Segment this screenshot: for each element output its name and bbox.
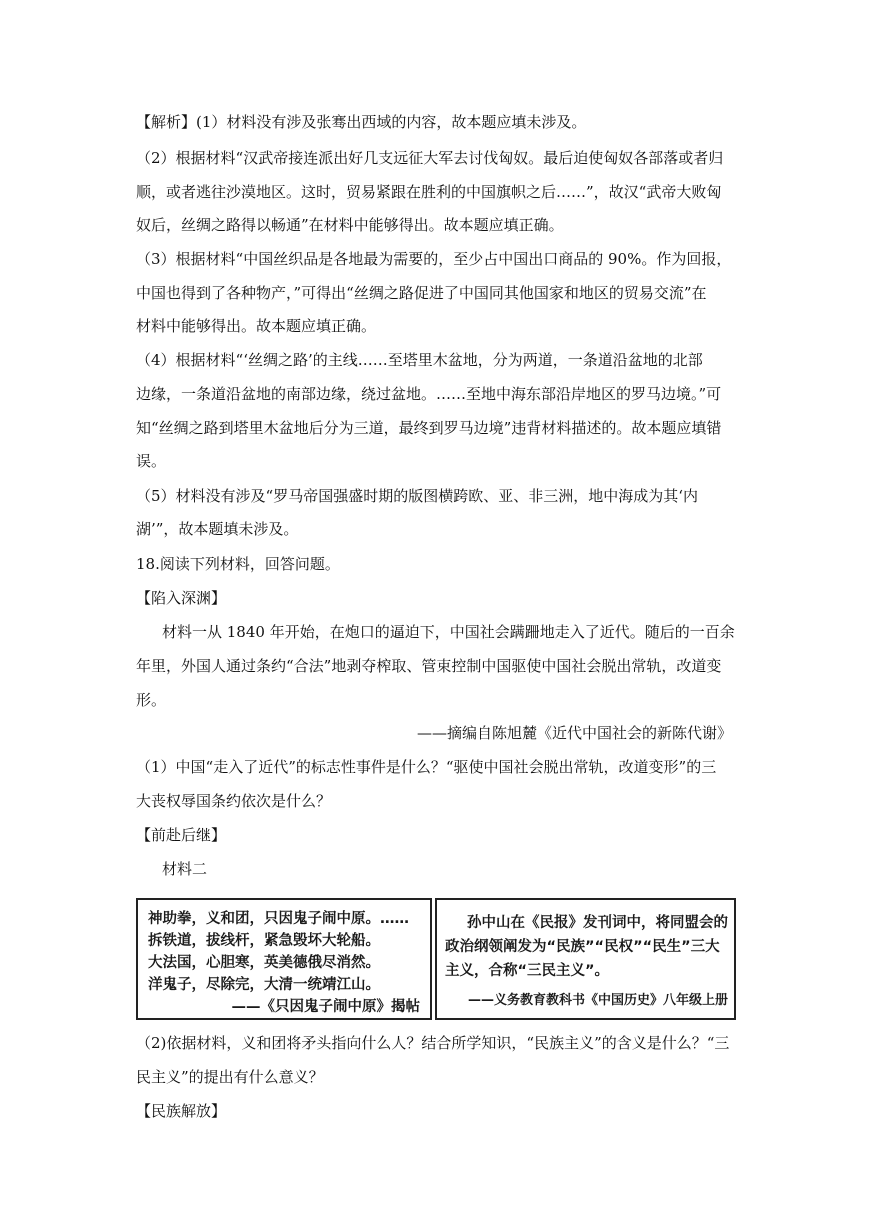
- analysis-item-3-line-1: （3）根据材料“中国丝织品是各地最为需要的，至少占中国出口商品的 90%。作为回报，: [136, 250, 732, 268]
- subquestion-1-line-1: （1）中国“走入了近代”的标志性事件是什么？“驱使中国社会脱出常轨，改道变形”的三: [136, 758, 717, 776]
- analysis-item-4-line-3: 知“丝绸之路到塔里木盆地后分为三道，最终到罗马边境”违背材料描述的。故本题应填错: [136, 419, 722, 437]
- poster-line-4: 洋鬼子，尽除完，大清一统靖江山。: [148, 977, 380, 993]
- analysis-item-4-line-2: 边缘，一条道沿盆地的南部边缘，绕过盆地。……至地中海东部沿岸地区的罗马边境。”可: [136, 385, 722, 403]
- analysis-item-1: 【解析】(1）材料没有涉及张骞出西域的内容，故本题应填未涉及。: [136, 113, 587, 131]
- section-heading-1: 【陷入深渊】: [136, 589, 227, 607]
- subquestion-2-line-1: （2)依据材料，义和团将矛头指向什么人？结合所学知识，“民族主义”的含义是什么？“三: [136, 1034, 730, 1052]
- subquestion-2-line-2: 民主义”的提出有什么意义？: [136, 1068, 324, 1086]
- analysis-item-5-line-2: 湖’”，故本题填未涉及。: [136, 520, 299, 538]
- textbook-line-1: 孙中山在《民报》发刊词中，将同盟会的: [467, 915, 728, 931]
- textbook-citation: ——义务教育教科书《中国历史》八年级上册: [467, 993, 728, 1008]
- textbook-line-2: 政治纲领阐发为“民族”“民权”“民生”三大: [445, 939, 720, 955]
- material-2-poster-box: [136, 898, 432, 1020]
- section-heading-2: 【前赴后继】: [136, 826, 227, 844]
- material-1-line-2: 年里，外国人通过条约“合法”地剥夺榨取、管束控制中国驱使中国社会脱出常轨，改道变: [136, 657, 722, 675]
- analysis-item-5-line-1: （5）材料没有涉及“罗马帝国强盛时期的版图横跨欧、亚、非三洲，地中海成为其‘内: [136, 487, 698, 505]
- textbook-line-3: 主义，合称“三民主义”。: [445, 963, 610, 979]
- analysis-item-2-line-3: 奴后，丝绸之路得以畅通”在材料中能够得出。故本题应填正确。: [136, 216, 564, 234]
- material-1-line-1: 材料一从 1840 年开始，在炮口的逼迫下，中国社会蹒跚地走入了近代。随后的一百余: [162, 623, 735, 641]
- analysis-item-2-line-2: 顺，或者逃往沙漠地区。这时，贸易紧跟在胜利的中国旗帜之后……”，故汉“武帝大败匈: [136, 183, 722, 201]
- poster-line-2: 拆铁道，拔线杆，紧急毁坏大轮船。: [148, 933, 380, 949]
- material-2-label: 材料二: [162, 860, 208, 878]
- analysis-item-4-line-4: 误。: [136, 452, 167, 470]
- analysis-item-3-line-2: 中国也得到了各种物产，”可得出“丝绸之路促进了中国同其他国家和地区的贸易交流”在: [136, 284, 707, 302]
- poster-citation: ——《只因鬼子闹中原》揭帖: [231, 999, 420, 1015]
- analysis-item-4-line-1: （4）根据材料“‘丝绸之路’的主线……至塔里木盆地，分为两道，一条道沿盆地的北部: [136, 351, 703, 369]
- subquestion-1-line-2: 大丧权辱国条约依次是什么？: [136, 792, 332, 810]
- material-1-citation: ——摘编自陈旭麓《近代中国社会的新陈代谢》: [416, 724, 732, 742]
- analysis-item-3-line-3: 材料中能够得出。故本题应填正确。: [136, 317, 377, 335]
- poster-line-3: 大法国，心胆寒，英美德俄尽消然。: [148, 955, 380, 971]
- material-1-line-3: 形。: [136, 691, 167, 709]
- section-heading-3: 【民族解放】: [136, 1102, 227, 1120]
- material-2-textbook-box: [435, 898, 736, 1020]
- question-18-title: 18.阅读下列材料，回答问题。: [136, 555, 340, 573]
- analysis-item-2-line-1: （2）根据材料“汉武帝接连派出好几支远征大军去讨伐匈奴。最后迫使匈奴各部落或者归: [136, 149, 724, 167]
- poster-line-1: 神助拳，义和团，只因鬼子闹中原。……: [148, 911, 409, 927]
